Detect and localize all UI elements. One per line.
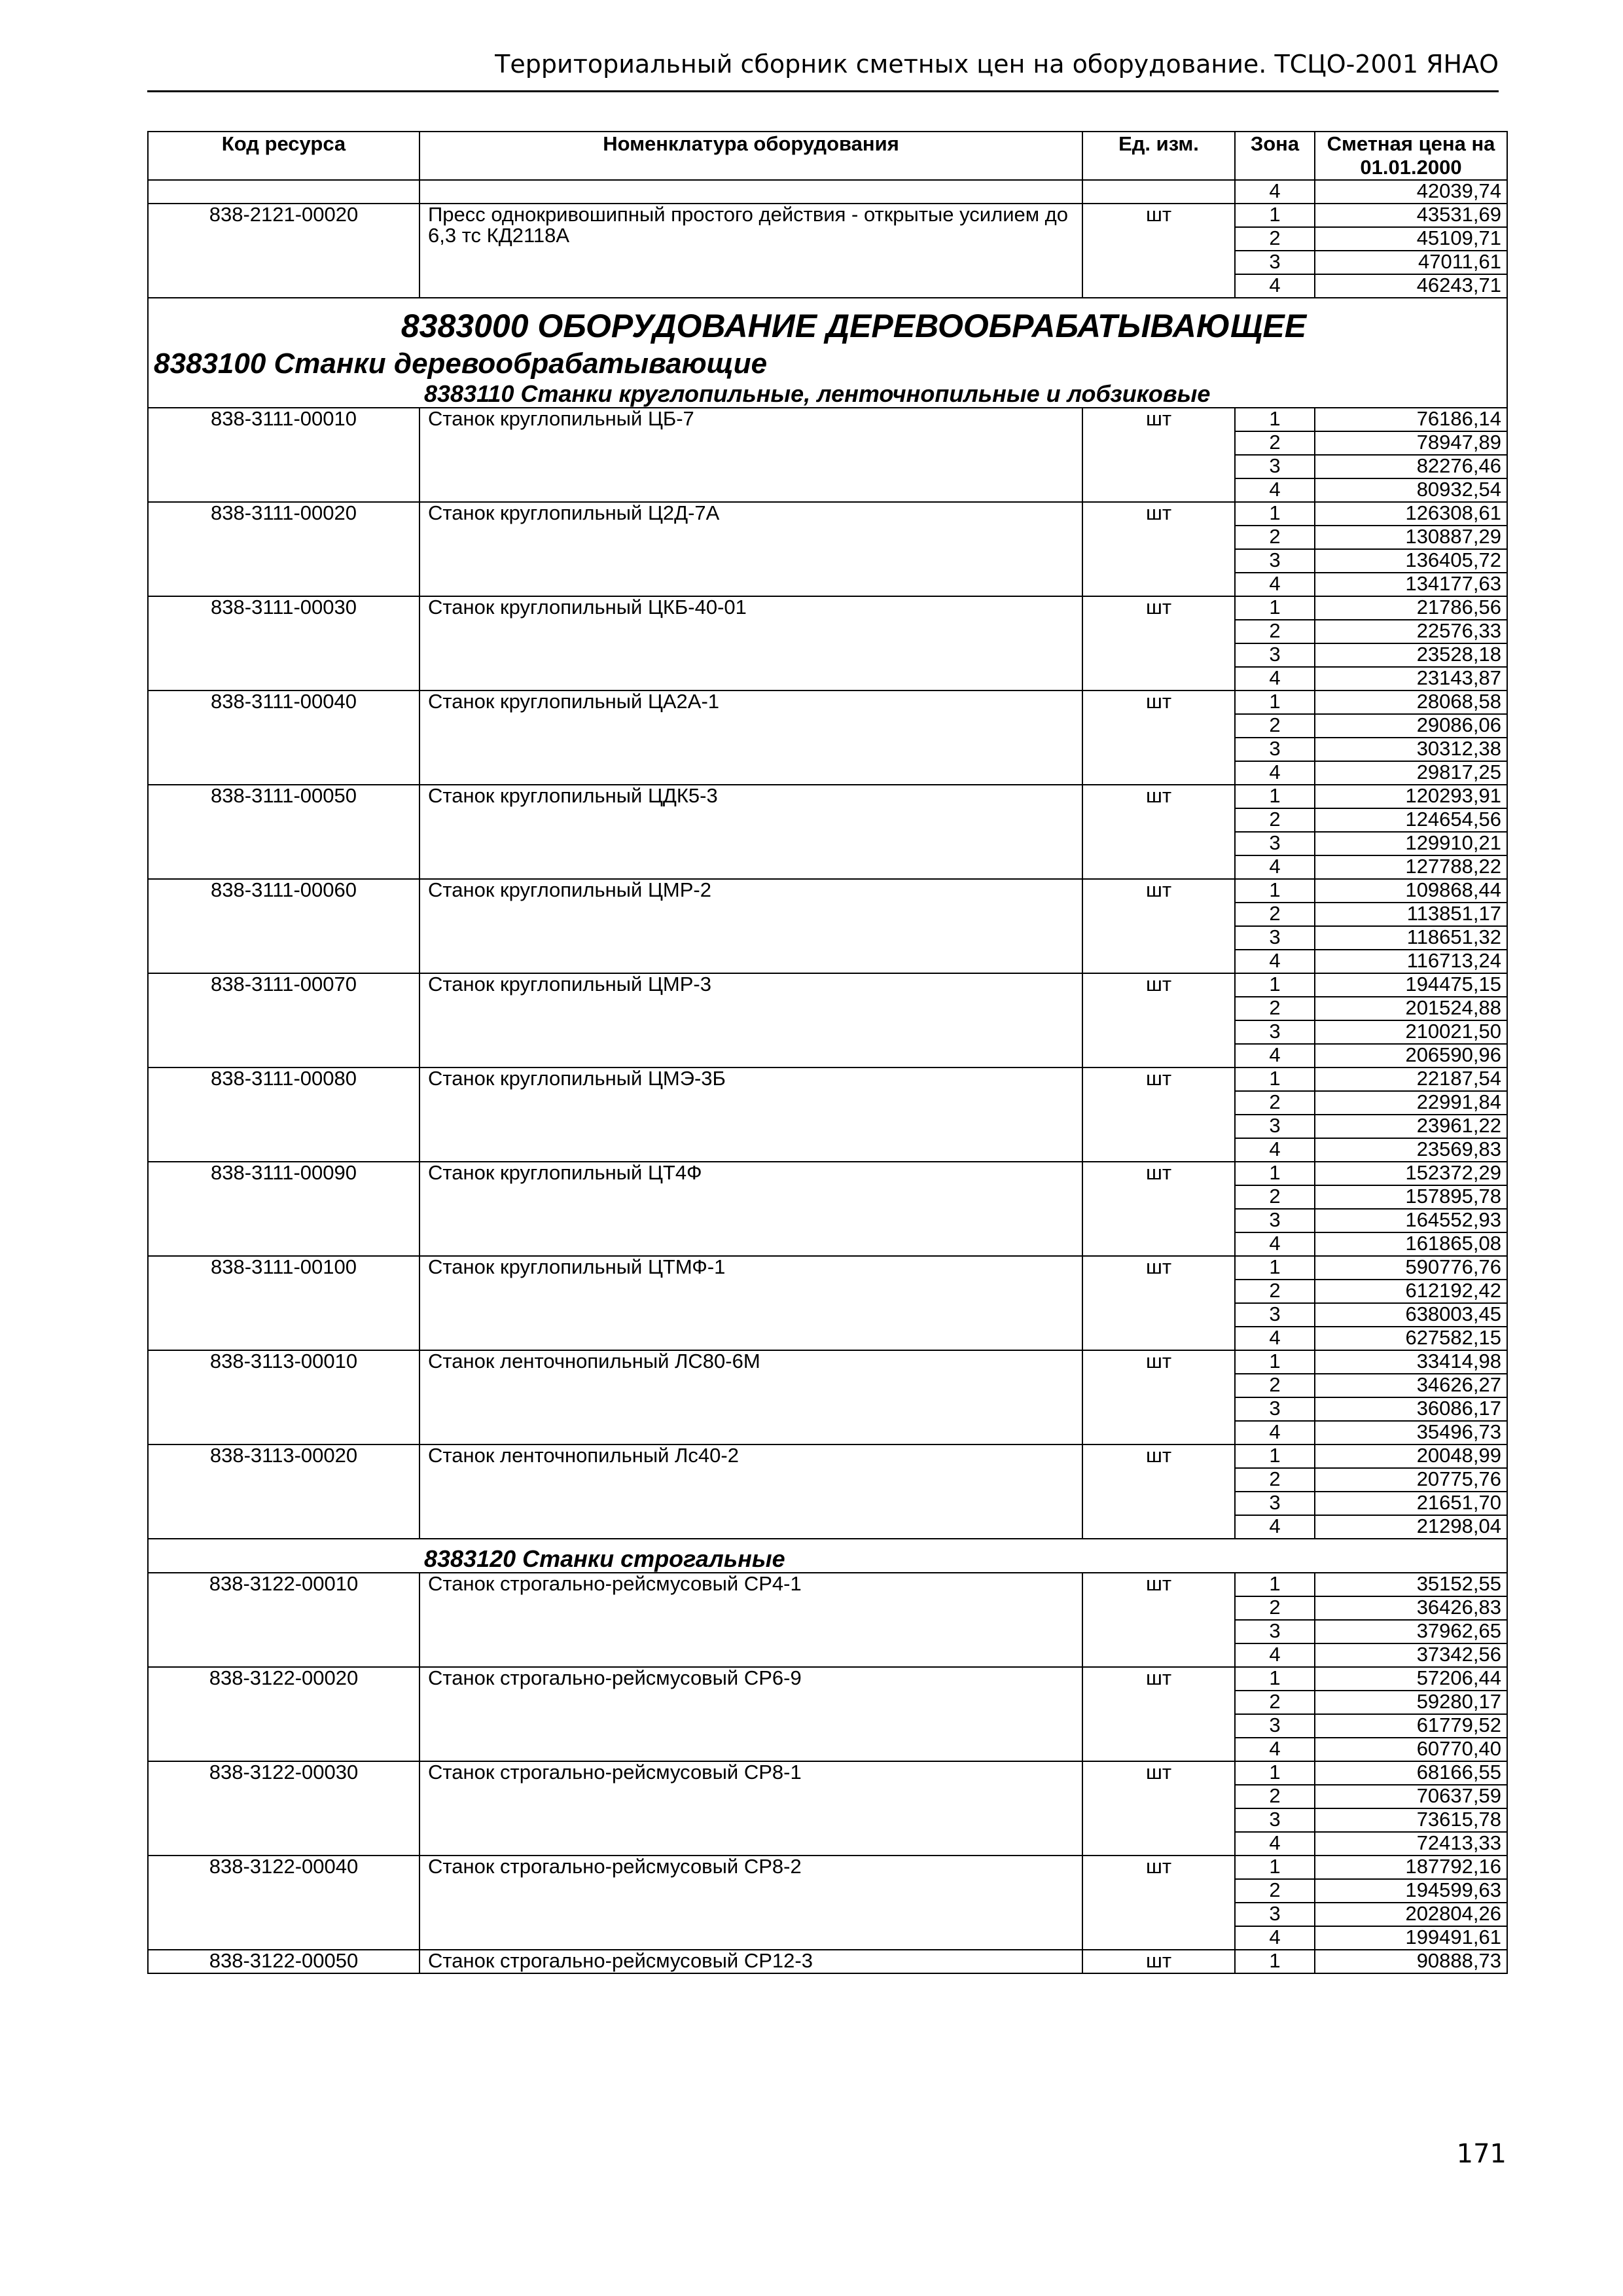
item-price: 21651,70 [1315,1492,1507,1515]
item-price: 22576,33 [1315,620,1507,643]
table-row [148,785,1507,808]
item-zone: 2 [1235,1785,1315,1808]
item-unit: шт [1082,1856,1235,1950]
item-code: 838-3111-00010 [148,408,419,502]
item-name: Станок круглопильный ЦКБ-40-01 [419,596,1082,691]
item-price: 638003,45 [1315,1303,1507,1327]
item-zone: 4 [1235,761,1315,785]
item-zone: 3 [1235,251,1315,274]
item-zone: 1 [1235,204,1315,227]
table-row [148,1573,1507,1596]
table-body-group1 [148,408,1507,1539]
item-zone: 1 [1235,879,1315,903]
item-zone: 4 [1235,1044,1315,1067]
item-price: 20775,76 [1315,1468,1507,1492]
table-row [148,596,1507,620]
item-zone: 1 [1235,1667,1315,1691]
item-price: 20048,99 [1315,1444,1507,1468]
item-price: 76186,14 [1315,408,1507,431]
item-unit: шт [1082,1950,1235,1973]
item-zone: 3 [1235,1620,1315,1643]
item-zone: 1 [1235,973,1315,997]
item-zone: 3 [1235,455,1315,478]
item-code: 838-3111-00030 [148,596,419,691]
item-zone: 2 [1235,1468,1315,1492]
item-code: 838-3122-00050 [148,1950,419,1973]
table-row [148,1444,1507,1468]
item-name: Станок круглопильный ЦМР-3 [419,973,1082,1067]
item-name: Станок строгально-рейсмусовый СР8-2 [419,1856,1082,1950]
item-name: Станок круглопильный ЦМР-2 [419,879,1082,973]
item-price: 47011,61 [1315,251,1507,274]
item-name: Станок круглопильный ЦМЭ-3Б [419,1067,1082,1162]
item-price: 187792,16 [1315,1856,1507,1879]
item-zone: 2 [1235,808,1315,832]
item-name: Станок круглопильный ЦБ-7 [419,408,1082,502]
item-price: 34626,27 [1315,1374,1507,1397]
item-price: 30312,38 [1315,738,1507,761]
item-price: 78947,89 [1315,431,1507,455]
item-zone: 2 [1235,903,1315,926]
item-price: 126308,61 [1315,502,1507,526]
section-heading [148,298,1507,408]
item-unit: шт [1082,1761,1235,1856]
item-zone: 4 [1235,274,1315,298]
item-zone: 2 [1235,227,1315,251]
table-row [148,1256,1507,1280]
item-price: 23528,18 [1315,643,1507,667]
item-unit: шт [1082,879,1235,973]
item-zone: 2 [1235,526,1315,549]
item-zone: 4 [1235,1643,1315,1667]
item-code: 838-3113-00020 [148,1444,419,1539]
item-zone: 3 [1235,1397,1315,1421]
item-price: 90888,73 [1315,1950,1507,1973]
table-body-before [148,180,1507,298]
item-zone: 1 [1235,502,1315,526]
item-price: 23569,83 [1315,1138,1507,1162]
item-price: 36086,17 [1315,1397,1507,1421]
group-title-2: 8383120 Станки строгальные [424,1545,785,1572]
item-price: 164552,93 [1315,1209,1507,1232]
group2-heading [148,1539,1507,1573]
item-zone: 1 [1235,1067,1315,1091]
item-price: 194599,63 [1315,1879,1507,1903]
item-price: 124654,56 [1315,808,1507,832]
item-price: 127788,22 [1315,855,1507,879]
item-price: 68166,55 [1315,1761,1507,1785]
item-price: 129910,21 [1315,832,1507,855]
item-price: 202804,26 [1315,1903,1507,1926]
item-unit: шт [1082,973,1235,1067]
item-price: 118651,32 [1315,926,1507,950]
item-unit: шт [1082,502,1235,596]
item-price: 113851,17 [1315,903,1507,926]
item-name: Станок строгально-рейсмусовый СР8-1 [419,1761,1082,1856]
column-header-price: Сметная цена на 01.01.2000 [1315,132,1507,180]
table-row [148,1667,1507,1691]
item-zone: 3 [1235,1115,1315,1138]
carry-over-unit [1082,180,1235,204]
table-header-row [148,132,1507,180]
item-price: 36426,83 [1315,1596,1507,1620]
table-row [148,502,1507,526]
price-table [147,131,1508,1974]
item-code: 838-3111-00050 [148,785,419,879]
item-unit: шт [1082,596,1235,691]
item-zone: 2 [1235,1374,1315,1397]
table-row [148,408,1507,431]
item-zone: 2 [1235,431,1315,455]
page-number: 171 [1456,2139,1507,2169]
item-zone: 3 [1235,1714,1315,1738]
item-code: 838-3111-00060 [148,879,419,973]
item-unit: шт [1082,1444,1235,1539]
item-unit: шт [1082,1573,1235,1667]
item-price: 136405,72 [1315,549,1507,573]
item-code: 838-3122-00030 [148,1761,419,1856]
item-price: 46243,71 [1315,274,1507,298]
item-zone: 4 [1235,478,1315,502]
item-price: 22187,54 [1315,1067,1507,1091]
item-zone: 1 [1235,691,1315,714]
table-row [148,973,1507,997]
item-zone: 2 [1235,1596,1315,1620]
item-price: 590776,76 [1315,1256,1507,1280]
item-code: 838-2121-00020 [148,204,419,298]
item-price: 61779,52 [1315,1714,1507,1738]
item-zone: 3 [1235,1020,1315,1044]
item-zone: 3 [1235,832,1315,855]
item-zone: 3 [1235,1303,1315,1327]
item-zone: 1 [1235,1761,1315,1785]
item-price: 21786,56 [1315,596,1507,620]
item-zone: 2 [1235,997,1315,1020]
item-price: 60770,40 [1315,1738,1507,1761]
item-unit: шт [1082,204,1235,298]
item-price: 152372,29 [1315,1162,1507,1185]
column-header-name: Номенклатура оборудования [419,132,1082,180]
item-unit: шт [1082,691,1235,785]
item-zone: 1 [1235,408,1315,431]
item-zone: 2 [1235,1879,1315,1903]
item-price: 29086,06 [1315,714,1507,738]
item-price: 157895,78 [1315,1185,1507,1209]
item-zone: 4 [1235,1515,1315,1539]
item-price: 43531,69 [1315,204,1507,227]
item-price: 210021,50 [1315,1020,1507,1044]
table-row [148,1067,1507,1091]
item-zone: 4 [1235,1138,1315,1162]
item-unit: шт [1082,1067,1235,1162]
table-row [148,204,1507,227]
table-row [148,1950,1507,1973]
item-zone: 4 [1235,855,1315,879]
carry-over-row [148,180,1507,204]
item-name: Станок строгально-рейсмусовый СР4-1 [419,1573,1082,1667]
subsection-title: 8383100 Станки деревообрабатывающие [154,348,768,380]
item-price: 72413,33 [1315,1832,1507,1856]
item-price: 37342,56 [1315,1643,1507,1667]
item-zone: 4 [1235,667,1315,691]
item-code: 838-3111-00100 [148,1256,419,1350]
item-unit: шт [1082,785,1235,879]
item-price: 35152,55 [1315,1573,1507,1596]
item-zone: 2 [1235,620,1315,643]
carry-over-price: 42039,74 [1315,180,1507,204]
item-zone: 1 [1235,1950,1315,1973]
item-zone: 3 [1235,549,1315,573]
section-header-cell [148,298,1507,408]
item-price: 194475,15 [1315,973,1507,997]
page-header [147,46,1499,92]
item-price: 33414,98 [1315,1350,1507,1374]
item-zone: 3 [1235,1492,1315,1515]
item-price: 59280,17 [1315,1691,1507,1714]
item-zone: 1 [1235,596,1315,620]
item-code: 838-3122-00020 [148,1667,419,1761]
item-price: 134177,63 [1315,573,1507,596]
item-name: Станок круглопильный ЦА2А-1 [419,691,1082,785]
section-title: 8383000 ОБОРУДОВАНИЕ ДЕРЕВООБРАБАТЫВАЮЩЕЕ [401,308,1307,344]
item-price: 130887,29 [1315,526,1507,549]
item-price: 22991,84 [1315,1091,1507,1115]
item-code: 838-3113-00010 [148,1350,419,1444]
item-price: 201524,88 [1315,997,1507,1020]
column-header-unit: Ед. изм. [1082,132,1235,180]
item-name: Станок круглопильный ЦТ4Ф [419,1162,1082,1256]
item-code: 838-3122-00040 [148,1856,419,1950]
item-code: 838-3122-00010 [148,1573,419,1667]
item-price: 57206,44 [1315,1667,1507,1691]
item-price: 120293,91 [1315,785,1507,808]
item-price: 28068,58 [1315,691,1507,714]
item-zone: 4 [1235,1738,1315,1761]
item-unit: шт [1082,1350,1235,1444]
item-price: 73615,78 [1315,1808,1507,1832]
item-price: 199491,61 [1315,1926,1507,1950]
item-zone: 4 [1235,1926,1315,1950]
item-zone: 2 [1235,1280,1315,1303]
item-zone: 1 [1235,1162,1315,1185]
item-name: Станок строгально-рейсмусовый СР12-3 [419,1950,1082,1973]
item-price: 37962,65 [1315,1620,1507,1643]
item-zone: 3 [1235,926,1315,950]
table-row [148,879,1507,903]
item-zone: 2 [1235,1091,1315,1115]
item-code: 838-3111-00090 [148,1162,419,1256]
table-row [148,691,1507,714]
page-header-title: Территориальный сборник сметных цен на оборудование. ТСЦО-2001 ЯНАО [495,50,1499,79]
item-name: Станок ленточнопильный ЛС80-6М [419,1350,1082,1444]
item-zone: 2 [1235,1185,1315,1209]
item-price: 35496,73 [1315,1421,1507,1444]
group-header-cell [148,1539,1507,1573]
item-zone: 4 [1235,1327,1315,1350]
item-price: 29817,25 [1315,761,1507,785]
item-zone: 4 [1235,1421,1315,1444]
carry-over-name [419,180,1082,204]
item-unit: шт [1082,1256,1235,1350]
item-zone: 4 [1235,1832,1315,1856]
item-zone: 3 [1235,643,1315,667]
item-price: 82276,46 [1315,455,1507,478]
table-row [148,1350,1507,1374]
item-zone: 4 [1235,1232,1315,1256]
item-zone: 3 [1235,1903,1315,1926]
item-zone: 1 [1235,1573,1315,1596]
item-price: 627582,15 [1315,1327,1507,1350]
item-price: 109868,44 [1315,879,1507,903]
item-code: 838-3111-00040 [148,691,419,785]
item-name: Станок круглопильный Ц2Д-7А [419,502,1082,596]
item-price: 612192,42 [1315,1280,1507,1303]
item-code: 838-3111-00080 [148,1067,419,1162]
item-code: 838-3111-00020 [148,502,419,596]
item-unit: шт [1082,408,1235,502]
item-unit: шт [1082,1162,1235,1256]
carry-over-code [148,180,419,204]
item-zone: 1 [1235,785,1315,808]
item-price: 45109,71 [1315,227,1507,251]
table-row [148,1761,1507,1785]
item-price: 206590,96 [1315,1044,1507,1067]
column-header-zone: Зона [1235,132,1315,180]
table-row [148,1162,1507,1185]
item-name: Станок строгально-рейсмусовый СР6-9 [419,1667,1082,1761]
item-name: Станок ленточнопильный Лс40-2 [419,1444,1082,1539]
item-price: 23143,87 [1315,667,1507,691]
table-row [148,1856,1507,1879]
item-zone: 1 [1235,1444,1315,1468]
item-price: 21298,04 [1315,1515,1507,1539]
item-name: Станок круглопильный ЦТМФ-1 [419,1256,1082,1350]
item-zone: 2 [1235,1691,1315,1714]
group-title-1: 8383110 Станки круглопильные, ленточнопильные и лобзиковые [424,380,1211,407]
column-header-code: Код ресурса [148,132,419,180]
item-name: Пресс однокривошипный простого действия - открытые усилием до 6,3 тс КД2118А [419,204,1082,298]
item-name: Станок круглопильный ЦДК5-3 [419,785,1082,879]
item-price: 80932,54 [1315,478,1507,502]
item-zone: 4 [1235,573,1315,596]
item-price: 23961,22 [1315,1115,1507,1138]
item-zone: 3 [1235,1209,1315,1232]
item-price: 161865,08 [1315,1232,1507,1256]
item-zone: 3 [1235,1808,1315,1832]
carry-over-zone: 4 [1235,180,1315,204]
item-zone: 2 [1235,714,1315,738]
item-zone: 3 [1235,738,1315,761]
item-price: 70637,59 [1315,1785,1507,1808]
item-price: 116713,24 [1315,950,1507,973]
item-unit: шт [1082,1667,1235,1761]
item-zone: 4 [1235,950,1315,973]
item-code: 838-3111-00070 [148,973,419,1067]
item-zone: 1 [1235,1856,1315,1879]
item-zone: 1 [1235,1256,1315,1280]
item-zone: 1 [1235,1350,1315,1374]
table-body-group2 [148,1573,1507,1973]
